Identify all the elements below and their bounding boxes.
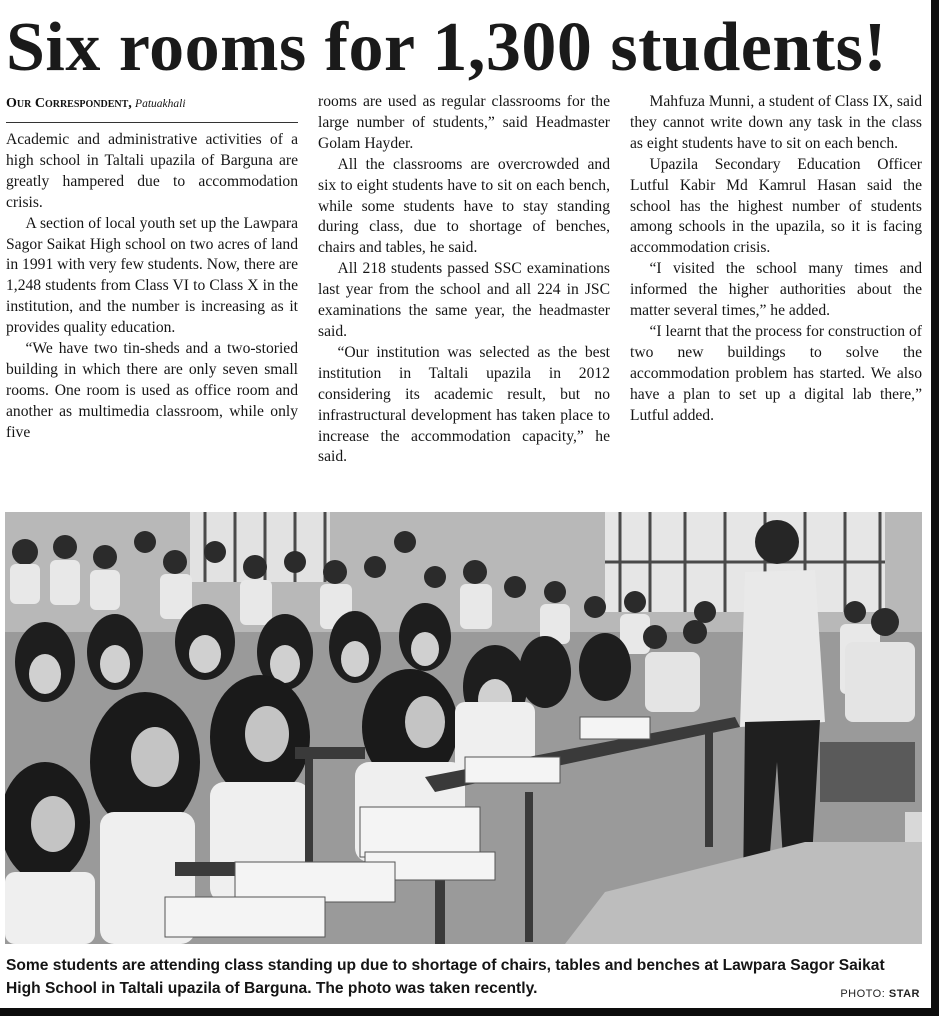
classroom-photo-illustration [5,512,922,944]
article-column-1 [6,130,298,444]
paragraph: “I visited the school many times and informed the higher authorities about the matter several times,” he added. [630,260,922,320]
byline-divider [6,122,298,123]
paragraph: All 218 students passed SSC examinations last year from the school and all 224 in JSC examinations the same year, the headmaster said. [318,260,610,340]
paragraph: Upazila Secondary Education Officer Lutful Kabir Md Kamrul Hasan said the school has the highest number of students among schools in the upazila, so it is facing accommodation crisis. [630,155,922,257]
photo-credit [840,988,920,1000]
byline-place: Patuakhali [135,98,186,110]
headline: Six rooms for 1,300 students! [6,9,888,86]
paragraph: rooms are used as regular classrooms for the large number of students,” said Headmaster Golam Hayder. [318,93,610,152]
classroom-photo [5,512,922,944]
byline-name: Our Correspondent, [6,96,132,111]
paragraph: All the classrooms are overcrowded and six to eight students have to sit on each bench, while some students have to stay standing during class, due to shortage of benches, chairs and tables, he said. [318,155,610,257]
paragraph: Academic and administrative activities of a high school in Taltali upazila of Barguna are greatly hampered due to accommodation crisis. [6,131,298,211]
scan-edge-bottom [0,1008,939,1016]
paragraph: “We have two tin-sheds and a two-storied building in which there are only seven small rooms. One room is used as office room and another as multimedia classroom, while only five [6,340,298,441]
article-column-2 [318,92,610,468]
paragraph: “Our institution was selected as the best institution in Taltali upazila in 2012 considering its academic result, but no infrastructural development has taken place to increase the accommodation capacity,” he said. [318,343,610,466]
photo-caption: Some students are attending class standing up due to shortage of chairs, tables and benches at Lawpara Sagor Saikat High School in Taltali upazila of Barguna. The photo was taken recently. [6,957,885,997]
photo-credit-agency: STAR [888,988,920,1000]
photo-credit-label: PHOTO: [840,988,886,1000]
article-column-3 [630,92,922,427]
paragraph: Mahfuza Munni, a student of Class IX, said they cannot write down any task in the class as eight students have to sit on each bench. [630,93,922,152]
paragraph: A section of local youth set up the Lawpara Sagor Saikat High school on two acres of land in 1991 with very few students. Now, there are 1,248 students from Class VI to Class X in the institution, and the number is increasing as it provides quality education. [6,214,298,337]
scan-edge-right [931,0,939,1016]
paragraph: “I learnt that the process for construction of two new buildings to solve the accommodation problem has started. We also have a plan to set up a digital lab there,” Lutful added. [630,322,922,424]
byline [6,94,298,113]
